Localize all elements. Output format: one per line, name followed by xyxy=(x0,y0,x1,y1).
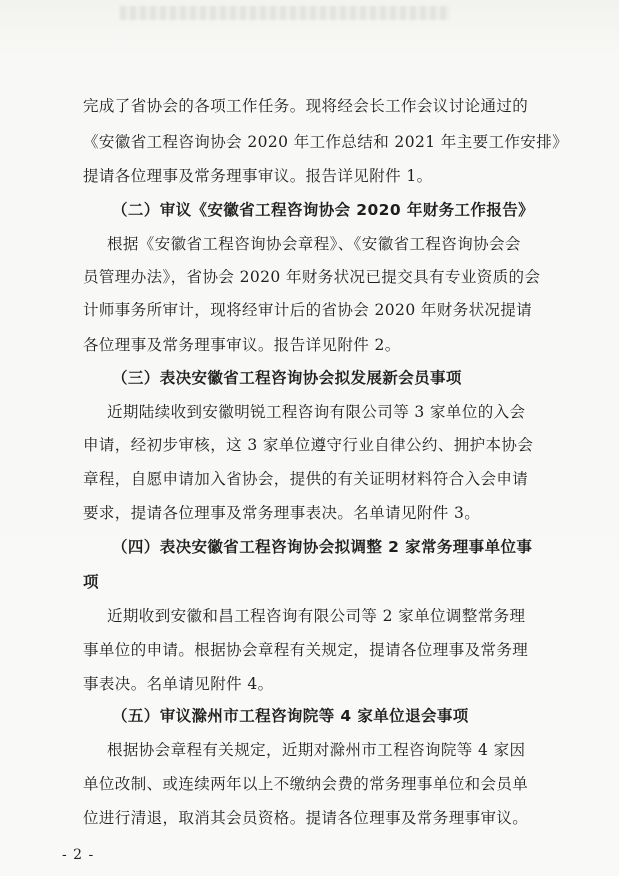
paragraph-line: 根据协会章程有关规定，近期对滁州市工程咨询院等 4 家因 xyxy=(107,741,526,759)
paragraph-line: 位进行清退，取消其会员资格。提请各位理事及常务理事审议。 xyxy=(83,809,529,827)
paragraph-line: 计师事务所审计，现将经审计后的省协会 2020 年财务状况提请 xyxy=(83,301,533,319)
paragraph-line: 申请，经初步审核，这 3 家单位遵守行业自律公约、拥护本协会 xyxy=(83,436,534,454)
paragraph-line: 完成了省协会的各项工作任务。现将经会长工作会议讨论通过的 xyxy=(83,97,529,115)
paragraph-line: 近期陆续收到安徽明锐工程咨询有限公司等 3 家单位的入会 xyxy=(107,403,526,421)
section-heading-4: （四）表决安徽省工程咨询协会拟调整 2 家常务理事单位事 xyxy=(112,538,533,556)
section-heading-5: （五）审议滁州市工程咨询院等 4 家单位退会事项 xyxy=(112,707,469,725)
page-number: - 2 - xyxy=(62,847,95,863)
paragraph-line: 《安徽省工程咨询协会 2020 年工作总结和 2021 年主要工作安排》 xyxy=(83,133,569,151)
section-heading-4-cont: 项 xyxy=(83,573,99,591)
paragraph-line: 事单位的申请。根据协会章程有关规定，提请各位理事及常务理 xyxy=(83,641,529,659)
show-through-header xyxy=(120,6,450,20)
paragraph-line: 要求，提请各位理事及常务理事表决。名单请见附件 3。 xyxy=(83,504,481,522)
paragraph-line: 各位理事及常务理事审议。报告详见附件 2。 xyxy=(83,336,401,354)
paragraph-line: 员管理办法》，省协会 2020 年财务状况已提交具有专业资质的会 xyxy=(83,268,541,286)
paragraph-line: 章程，自愿申请加入省协会，提供的有关证明材料符合入会申请 xyxy=(83,470,529,488)
section-heading-3: （三）表决安徽省工程咨询协会拟发展新会员事项 xyxy=(112,369,462,387)
section-heading-2: （二）审议《安徽省工程咨询协会 2020 年财务工作报告》 xyxy=(112,201,535,219)
paragraph-line: 根据《安徽省工程咨询协会章程》、《安徽省工程咨询协会会 xyxy=(107,235,521,253)
paragraph-line: 提请各位理事及常务理事审议。报告详见附件 1。 xyxy=(83,167,433,185)
paragraph-line: 近期收到安徽和昌工程咨询有限公司等 2 家单位调整常务理 xyxy=(107,607,526,625)
paragraph-line: 单位改制、或连续两年以上不缴纳会费的常务理事单位和会员单 xyxy=(83,775,529,793)
paragraph-line: 事表决。名单请见附件 4。 xyxy=(83,675,274,693)
